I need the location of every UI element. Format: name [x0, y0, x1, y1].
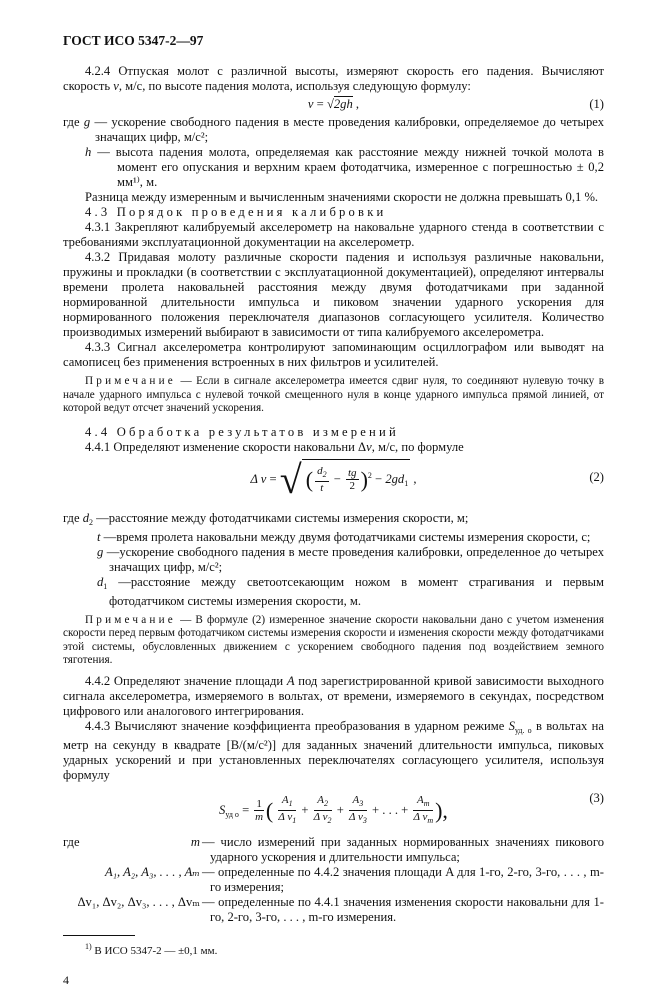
- symbol: d: [97, 574, 104, 589]
- text: — высота падения молота, определяемая как расстояние между нижней точкой молота в момент его опускания и верхним краем фотодатчика, измеренное с погрешностью ± 0,2 мм¹⁾, м.: [91, 145, 604, 189]
- subscript: m: [423, 799, 430, 809]
- note-text: — Если в сигнале акселерометра имеется сдвиг нуля, то соединяют нулевую точку в начале ударного импульса с нулевой точкой смещенного нуля в конце ударного импульса прямой линией, от которой ведут отсчет значений ускорения.: [63, 375, 604, 414]
- text: 4.4.1 Определяют изменение скорости наковальни Δ: [85, 439, 367, 454]
- note-1: [63, 375, 604, 416]
- text: —расстояние между светоотсекающим ножом в момент страгивания и первым фотодатчиком системы измерения скорости, м.: [107, 574, 604, 608]
- minus: −: [375, 471, 383, 486]
- fraction-term-3: [349, 794, 367, 827]
- text: — ускорение свободного падения в месте проведения калибровки, определяемое до четырех значащих цифр, м/с²;: [90, 115, 604, 144]
- equals: =: [316, 97, 324, 111]
- denominator: Δ v: [348, 811, 363, 824]
- symbol: h: [85, 145, 92, 159]
- footnote-text: В ИСО 5347-2 — ±0,1 мм.: [91, 944, 218, 957]
- subscript: 2: [322, 470, 327, 480]
- formula-number: (1): [589, 97, 604, 111]
- numerator: A: [417, 794, 424, 807]
- subscript: 2: [327, 816, 332, 826]
- radical-sign: √: [326, 97, 334, 111]
- subscript: 3: [362, 816, 367, 826]
- denominator: Δ v: [413, 811, 428, 824]
- formula-lhs: Δ v: [250, 471, 267, 486]
- symbol: g: [97, 544, 104, 559]
- definition-t: [63, 530, 604, 545]
- paragraph-4-2-4: [63, 64, 604, 94]
- subscript: 1: [404, 478, 409, 488]
- subscript: m: [427, 816, 434, 826]
- paragraph-4-4-3: [63, 719, 604, 783]
- symbol: m: [190, 834, 200, 849]
- document-header: ГОСТ ИСО 5347-2—97: [63, 33, 204, 48]
- denominator: Δ v: [313, 811, 328, 824]
- numerator: tg: [348, 467, 357, 480]
- fraction-term-m: [413, 794, 433, 827]
- exponent: 2: [367, 470, 372, 480]
- numerator: 1: [256, 798, 262, 811]
- document-page: [63, 33, 604, 988]
- fraction-term-2: [314, 794, 332, 827]
- note-label: Примечание: [85, 375, 176, 387]
- text: —ускорение свободного падения в месте проведения калибровки, определенное до четырех значащих цифр, м/с²;: [103, 544, 604, 574]
- formula-number: (2): [589, 469, 604, 484]
- symbol: t: [97, 529, 101, 544]
- paragraph-difference: Разница между измеренным и вычисленным значениями скорости не должна превышать 0,1 %.: [85, 190, 599, 204]
- paragraph-4-4-2: [63, 674, 604, 719]
- symbol: A: [286, 673, 295, 688]
- punct: ,: [355, 97, 360, 111]
- ellipsis: . . .: [382, 802, 399, 817]
- legend-description: — число измерений при заданных нормированных значениях пикового ударного ускорения и длительности импульса;: [202, 834, 604, 864]
- radicand: [302, 459, 410, 496]
- footnote-divider: [63, 935, 135, 936]
- legend-description: — определенные по 4.4.1 значения изменения скорости наковальни для 1-го, 2-го, 3-го, . . . , m-го измерения.: [202, 894, 604, 924]
- legend-term: A₁, A₂, A₃, . . . , Aₘ: [104, 864, 200, 879]
- text: в вольтах на метр на секунду в квадрате [В/(м/с²)] для заданных значений длительности импульса, пиковых ударных ускорений и при установленных переключателях согласующего усилителя, используя формулу: [63, 718, 604, 782]
- legend-term: [63, 835, 200, 865]
- term: 2gd: [385, 471, 405, 486]
- section-heading-4-3: 4.3 Порядок проведения калибровки: [85, 205, 387, 219]
- radicand: 2gh: [333, 97, 353, 111]
- paren: ): [360, 466, 368, 492]
- punct: ,: [413, 471, 417, 486]
- footnote: [85, 939, 604, 959]
- text: 4.4.3 Вычисляют значение коэффициента преобразования в ударном режиме: [85, 718, 509, 733]
- formula-1: [63, 97, 604, 112]
- definition-d1: [63, 575, 604, 609]
- numerator: A: [317, 794, 324, 807]
- fraction-term-1: [278, 794, 296, 827]
- fraction: [346, 467, 359, 492]
- symbol: v: [113, 79, 119, 93]
- note-2: [63, 614, 604, 668]
- subscript: 1: [288, 799, 293, 809]
- numerator: d: [317, 465, 323, 478]
- plus: +: [301, 802, 309, 817]
- numerator: A: [281, 794, 289, 807]
- paren: (: [265, 797, 274, 823]
- paragraph-4-4-1: [63, 440, 604, 455]
- subscript: 1: [103, 581, 108, 591]
- subscript: уд о: [225, 809, 239, 819]
- footnote-mark: 1): [85, 941, 92, 951]
- equals: =: [242, 802, 250, 817]
- definition-g2: [63, 545, 604, 575]
- text: где: [63, 510, 83, 525]
- subscript: 3: [359, 799, 364, 809]
- text: под зарегистрированной кривой зависимости выходного сигнала акселерометра, измеряемого в вольтах, от времени, измеряемого в секундах, посредством цифрового или аналогового интегрирования.: [63, 673, 604, 718]
- plus: +: [372, 802, 380, 817]
- formula-lhs: v: [307, 97, 314, 111]
- fraction: [315, 465, 329, 494]
- text: , м/с, по формуле: [371, 439, 464, 454]
- definition-h: [63, 145, 604, 190]
- paragraph-4-3-3: 4.3.3 Сигнал акселерометра контролируют запоминающим осциллографом или выводят на самописец без применения встроенных в них фильтров и усилителей.: [63, 340, 604, 369]
- subscript: уд. о: [514, 725, 532, 735]
- text: 4.2.4 Отпуская молот с различной высоты, измеряют скорость его падения. Вычисляют скорость: [63, 64, 604, 93]
- denominator: t: [320, 482, 324, 495]
- definition-g: [63, 115, 604, 145]
- paragraph-4-3-1: 4.3.1 Закрепляют калибруемый акселерометр на наковальне ударного стенда в соответствии с требованиями эксплуатационной документации на акселерометр.: [63, 220, 604, 249]
- symbol: d: [82, 510, 89, 525]
- legend-description: — определенные по 4.4.2 значения площади A для 1-го, 2-го, 3-го, . . . , m-го измерения;: [202, 864, 604, 894]
- paren: (: [305, 466, 314, 492]
- plus: +: [336, 802, 344, 817]
- symbol: g: [83, 115, 91, 129]
- formula-2: [63, 456, 604, 502]
- text: 4.4.2 Определяют значение площади: [85, 673, 287, 688]
- text: где: [63, 115, 84, 129]
- minus: −: [333, 471, 341, 486]
- text: —расстояние между фотодатчиками системы измерения скорости, м;: [92, 510, 469, 525]
- paren: ),: [435, 797, 448, 823]
- denominator: 2: [349, 480, 356, 493]
- symbol: S: [508, 718, 515, 733]
- subscript: 2: [323, 799, 328, 809]
- plus: +: [401, 802, 409, 817]
- page-number: 4: [63, 972, 69, 987]
- text: —время пролета наковальни между двумя фотодатчиками системы измерения скорости, с;: [100, 529, 591, 544]
- fraction: [254, 798, 264, 823]
- radical-sign: √: [279, 456, 302, 502]
- equals: =: [269, 471, 277, 486]
- formula-lhs: S: [219, 802, 226, 817]
- subscript: 1: [292, 816, 297, 826]
- formula-3: [63, 791, 604, 829]
- subscript: 2: [88, 517, 93, 527]
- text: , м/с, по высоте падения молота, используя следующую формулу:: [118, 79, 471, 93]
- note-label: Примечание: [85, 613, 176, 626]
- note-text: — В формуле (2) измеренное значение скорости наковальни дано с учетом изменения скорости перед первым фотодатчиком системы измерения скорости и изменения скорости между фотодатчиками этой системы, обусловленных движением с ускорением свободного падения под воздействием земного тяготения.: [63, 613, 604, 666]
- symbol: v: [366, 439, 372, 454]
- formula-3-legend: [63, 835, 604, 925]
- legend-term: Δv₁, Δv₂, Δv₃, . . . , Δvₘ: [77, 894, 200, 909]
- denominator: Δ v: [278, 811, 293, 824]
- paragraph-4-3-2: 4.3.2 Придавая молоту различные скорости падения и используя различные наковальни, пружины и прокладки (в соответствии с эксплуатационной документацией), определяют интервалы времени пролета наковальней расстояния между двумя фотодатчиками при заданной нормированной длительности импульса и пиковом значении ударного ускорения для нормированного положения переключателя диапазонов согласующего усилителя. Количество производимых измерений выбирают в зависимости от типа калибруемого акселерометра.: [63, 250, 604, 339]
- formula-number: (3): [589, 790, 604, 805]
- definition-d2: [63, 511, 604, 530]
- text: где: [63, 834, 80, 849]
- denominator: m: [255, 811, 264, 824]
- section-heading-4-4: 4.4 Обработка результатов измерений: [85, 424, 399, 439]
- numerator: A: [352, 794, 360, 807]
